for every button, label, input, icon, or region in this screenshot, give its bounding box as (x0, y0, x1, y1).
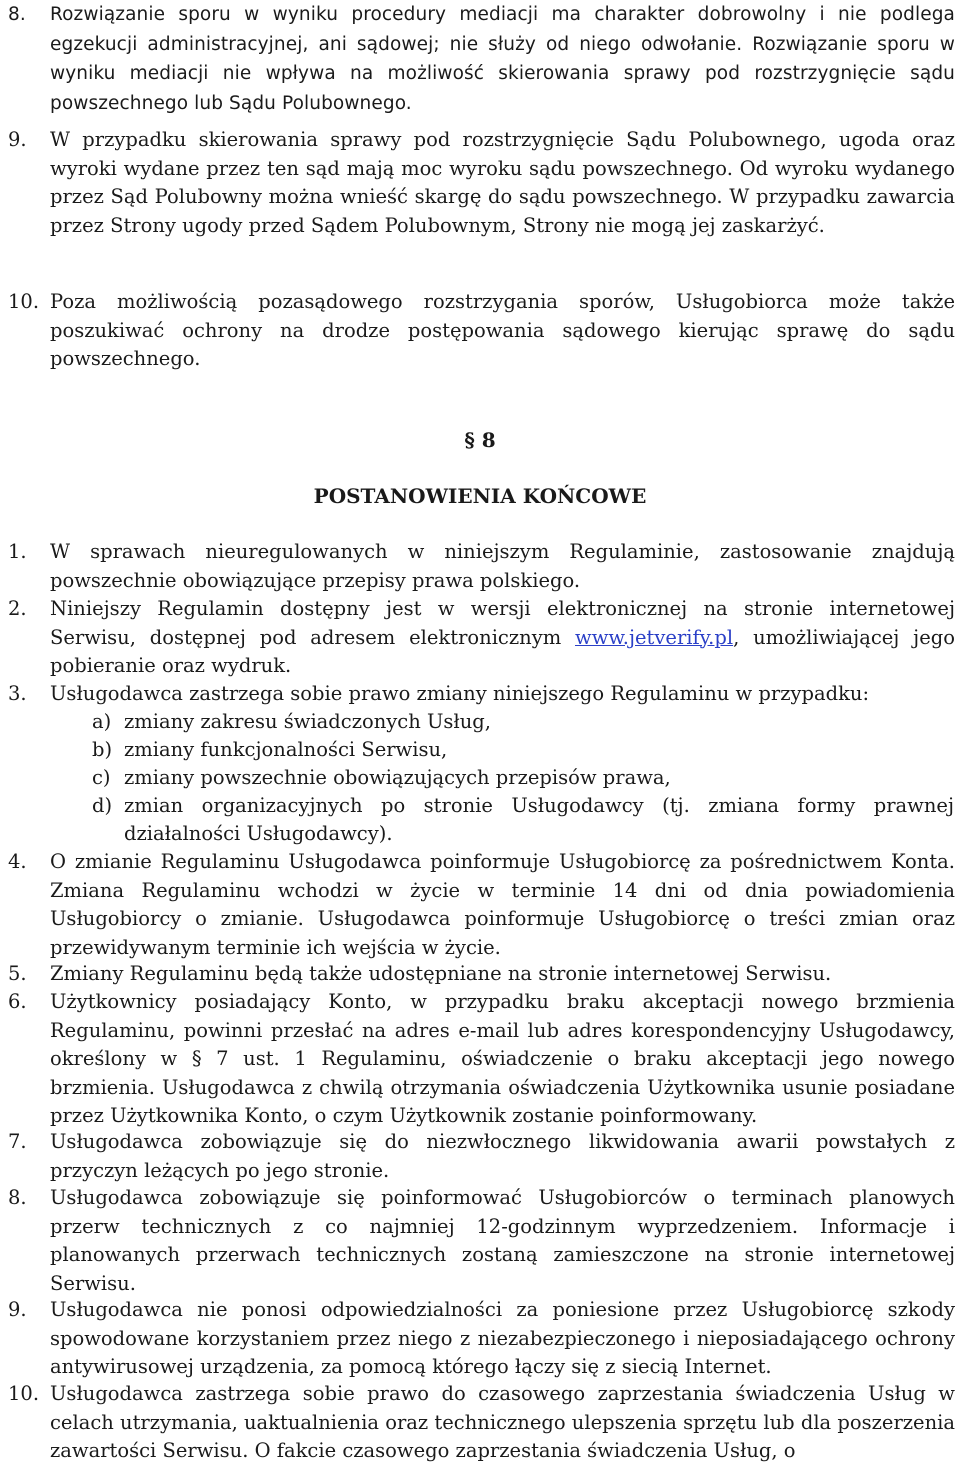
sub-item-text: zmian organizacyjnych po stronie Usługodawcy (tj. zmiana formy prawnej działalności Usługodawcy). (124, 794, 954, 845)
sub-item-text: zmiany zakresu świadczonych Usług, (124, 710, 491, 733)
sub-item-text: zmiany funkcjonalności Serwisu, (124, 738, 448, 761)
sub-item-letter: b) (92, 738, 113, 761)
item-number: 10. (8, 1382, 40, 1405)
list-item (8, 988, 955, 1131)
item-text: Użytkownicy posiadający Konto, w przypadku braku akceptacji nowego brzmienia Regulaminu, powinni przesłać na adres e-mail lub adres korespondencyjny Usługodawcy, określony w § 7 ust. 1 Regulaminu, oświadczenie o braku akceptacji jego nowego brzmienia. Usługodawca z chwilą otrzymania oświadczenia Użytkownika usunie posiadane przez Użytkownika Konto, o czym Użytkownik zostanie poinformowany. (50, 990, 955, 1127)
list-item (8, 0, 955, 118)
list-item (8, 680, 955, 709)
item-text: Poza możliwością pozasądowego rozstrzygania sporów, Usługobiorca może także poszukiwać ochrony na drodze postępowania sądowego kierując sprawę do sądu powszechnego. (50, 290, 955, 370)
list-item (8, 1380, 955, 1466)
item-text: O zmianie Regulaminu Usługodawca poinformuje Usługobiorcę za pośrednictwem Konta. Zmiana Regulaminu wchodzi w życie w terminie 14 dni od dnia powiadomienia Usługobiorcy o zmianie. Usługodawca poinformuje Usługobiorcę o treści zmian oraz przewidywanym terminie ich wejścia w życie. (50, 850, 955, 959)
website-link[interactable]: www.jetverify.pl (575, 625, 734, 649)
item-number: 1. (8, 540, 27, 563)
item-number: 10. (8, 290, 40, 313)
item-text-before: Niniejszy Regulamin dostępny jest w wersji elektronicznej na stronie internetowej Serwisu, dostępnej pod adresem elektronicznym (50, 597, 955, 649)
sub-item (92, 736, 954, 764)
item-number: 5. (8, 962, 27, 985)
section-number: § 8 (464, 428, 496, 452)
item-text: W przypadku skierowania sprawy pod rozstrzygnięcie Sądu Polubownego, ugoda oraz wyroki wydane przez ten sąd mają moc wyroku sądu powszechnego. Od wyroku wydanego przez Sąd Polubowny można wnieść skargę do sądu powszechnego. W przypadku zawarcia przez Strony ugody przed Sądem Polubownym, Strony nie mogą jej zaskarżyć. (50, 128, 955, 237)
item-text: Usługodawca nie ponosi odpowiedzialności za poniesione przez Usługobiorcę szkody spowodowane korzystaniem przez niego z niezabezpieczonego i nieposiadającego ochrony antywirusowej urządzenia, za pomocą którego łączy się z siecią Internet. (50, 1298, 955, 1378)
sub-item-letter: c) (92, 766, 111, 789)
item-text (50, 595, 955, 681)
list-item (8, 595, 955, 681)
sub-item (92, 792, 954, 848)
list-item (8, 1128, 955, 1185)
item-text: Zmiany Regulaminu będą także udostępniane na stronie internetowej Serwisu. (50, 962, 832, 985)
list-item (8, 848, 955, 962)
item-number: 7. (8, 1130, 27, 1153)
list-item (8, 538, 955, 595)
item-text: Usługodawca zastrzega sobie prawo do czasowego zaprzestania świadczenia Usług w celach utrzymania, uaktualnienia oraz technicznego ulepszenia sprzętu lub dla poszerzenia zawartości Serwisu. O fakcie czasowego zaprzestania świadczenia Usług, o (50, 1382, 955, 1462)
sub-item-text: zmiany powszechnie obowiązujących przepisów prawa, (124, 766, 671, 789)
list-item (8, 960, 955, 989)
sub-item-letter: a) (92, 710, 112, 733)
sub-item-letter: d) (92, 794, 113, 817)
item-number: 9. (8, 128, 27, 151)
list-item (8, 126, 955, 240)
item-number: 8. (8, 4, 26, 25)
item-text: Usługodawca zastrzega sobie prawo zmiany niniejszego Regulaminu w przypadku: (50, 682, 870, 705)
item-number: 8. (8, 1186, 27, 1209)
list-item (8, 288, 955, 374)
item-text: Usługodawca zobowiązuje się poinformować Usługobiorców o terminach planowych przerw technicznych z co najmniej 12-godzinnym wyprzedzeniem. Informacje i planowanych przerwach technicznych zostaną zamieszczone na stronie internetowej Serwisu. (50, 1186, 955, 1295)
item-number: 2. (8, 597, 27, 620)
list-item (8, 1296, 955, 1382)
item-text: Rozwiązanie sporu w wyniku procedury mediacji ma charakter dobrowolny i nie podlega egzekucji administracyjnej, ani sądowej; nie służy od niego odwołanie. Rozwiązanie sporu w wyniku mediacji nie wpływa na możliwość skierowania sprawy pod rozstrzygnięcie sądu powszechnego lub Sądu Polubownego. (50, 4, 955, 114)
sub-item (92, 764, 954, 792)
item-number: 4. (8, 850, 27, 873)
section-title: POSTANOWIENIA KOŃCOWE (313, 484, 647, 508)
sub-item (92, 708, 954, 736)
item-number: 3. (8, 682, 27, 705)
list-item (8, 1184, 955, 1298)
item-text-after: , umożliwiającej jego pobieranie oraz wydruk. (50, 625, 955, 677)
item-number: 6. (8, 990, 27, 1013)
item-text: Usługodawca zobowiązuje się do niezwłocznego likwidowania awarii powstałych z przyczyn leżących po jego stronie. (50, 1130, 955, 1182)
item-text: W sprawach nieuregulowanych w niniejszym Regulaminie, zastosowanie znajdują powszechnie obowiązujące przepisy prawa polskiego. (50, 540, 955, 592)
item-number: 9. (8, 1298, 27, 1321)
